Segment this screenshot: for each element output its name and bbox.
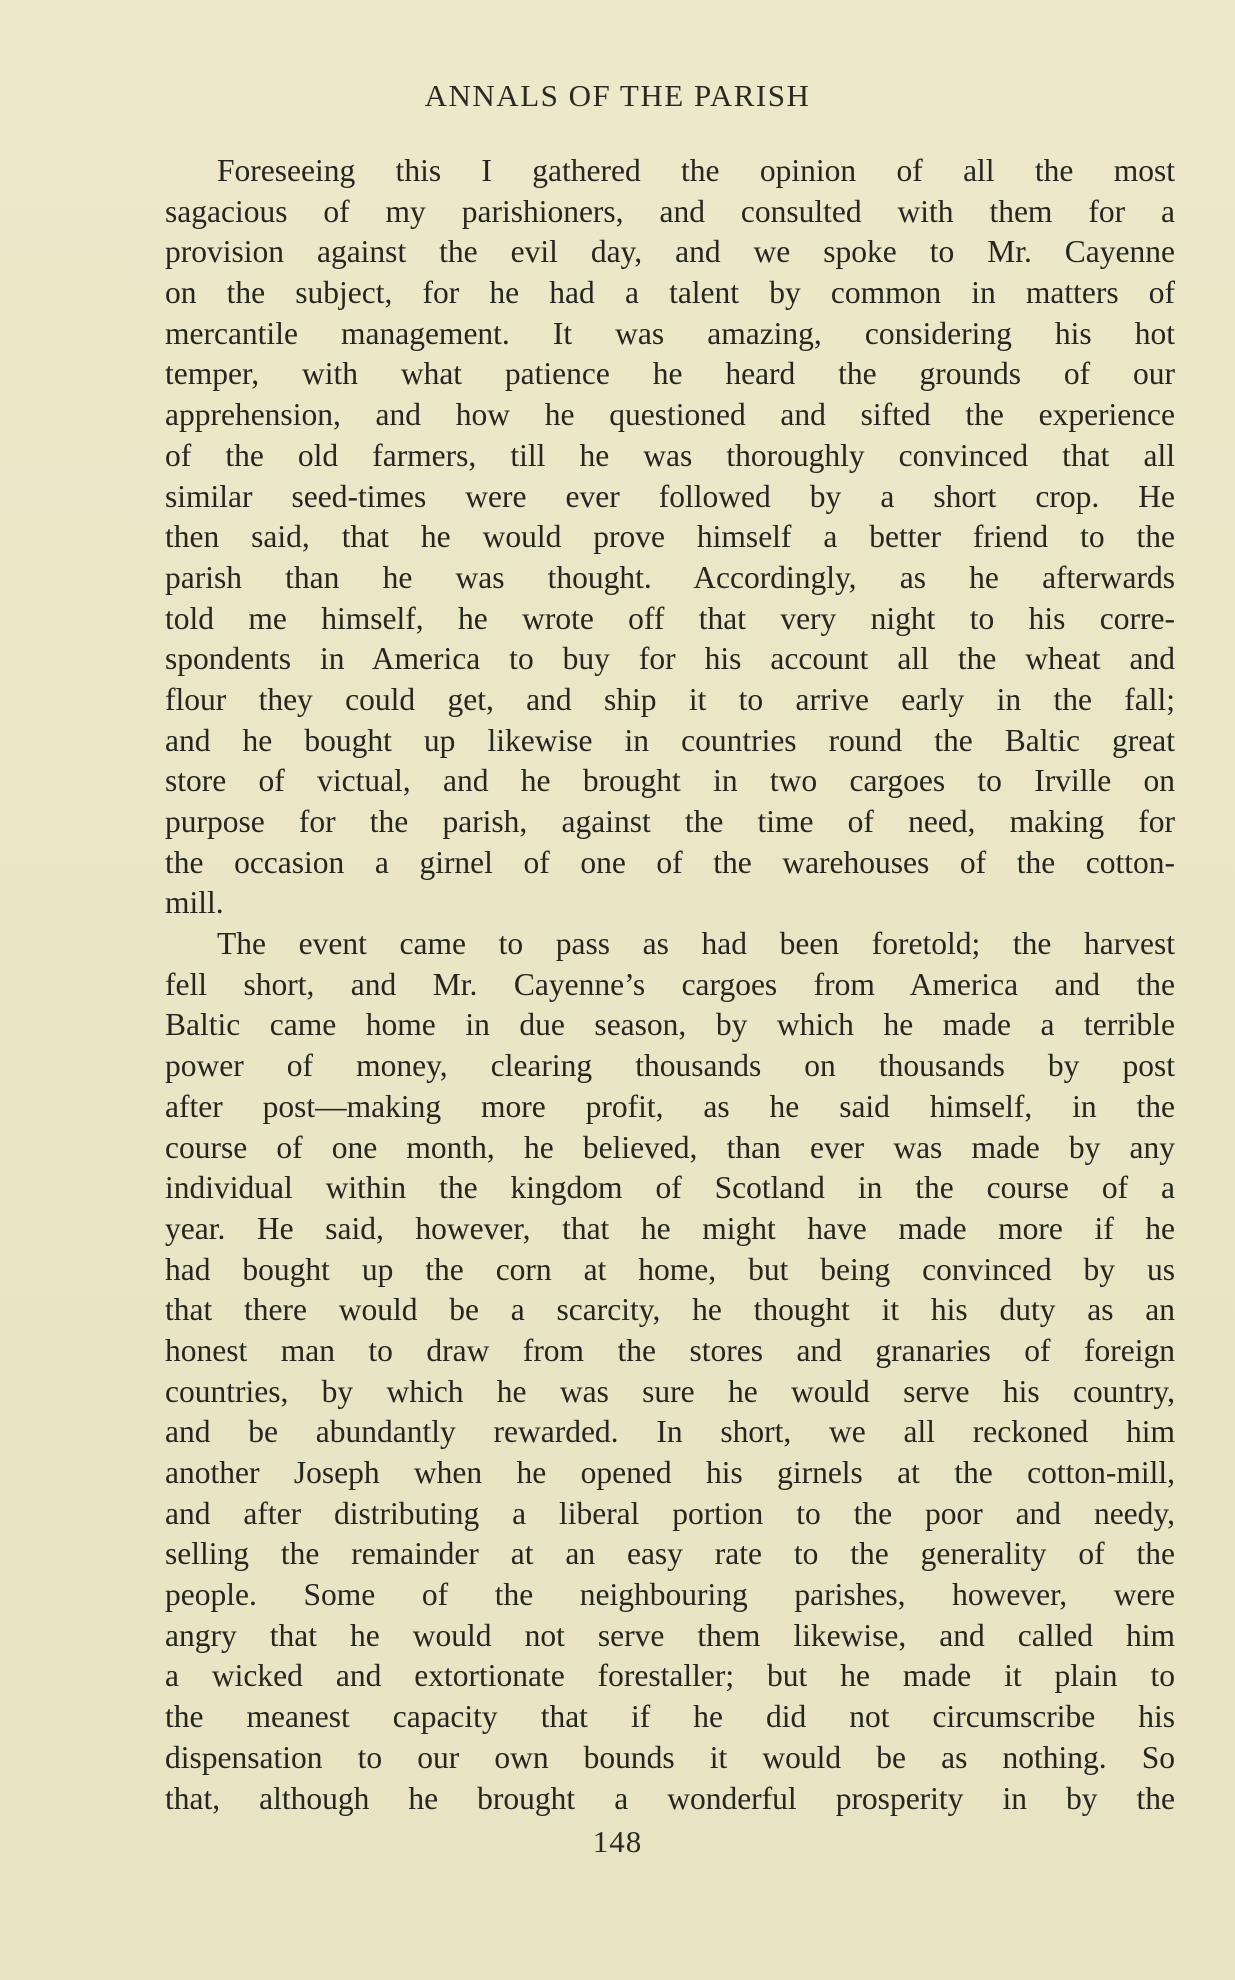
text-line: fell short, and Mr. Cayenne’s cargoes from America and the [165,966,1175,1002]
text-line: parish than he was thought. Accordingly, as he afterwards [165,559,1175,595]
text-line: dispensation to our own bounds it would be as nothing. So [165,1739,1175,1775]
text-line: provision against the evil day, and we spoke to Mr. Cayenne [165,234,1175,270]
text-line: flour they could get, and ship it to arrive early in the fall; [165,681,1175,717]
text-line: people. Some of the neighbouring parishes, however, were [165,1577,1175,1613]
text-line: and after distributing a liberal portion to the poor and needy, [165,1495,1175,1531]
text-line: another Joseph when he opened his girnels at the cotton-mill, [165,1455,1175,1490]
text-line: on the subject, for he had a talent by common in matters of [165,275,1175,311]
text-line: power of money, clearing thousands on thousands by post [165,1048,1175,1084]
text-line: countries, by which he was sure he would serve his country, [165,1373,1175,1409]
text-line: told me himself, he wrote off that very night to his corre- [165,600,1175,636]
text-line: sagacious of my parishioners, and consulted with them for a [165,193,1175,229]
text-line: a wicked and extortionate forestaller; but he made it plain to [165,1658,1175,1694]
text-line: the meanest capacity that if he did not circumscribe his [165,1699,1175,1735]
text-line: and be abundantly rewarded. In short, we all reckoned him [165,1414,1175,1450]
text-line: that there would be a scarcity, he thought it his duty as an [165,1292,1175,1328]
page-number: 148 [592,1824,643,1859]
text-line: spondents in America to buy for his account all the wheat and [165,641,1175,677]
text-line: year. He said, however, that he might have made more if he [165,1210,1175,1246]
text-line: that, although he brought a wonderful prosperity in by the [165,1780,1175,1816]
text-line: purpose for the parish, against the time of need, making for [165,804,1175,839]
text-line: The event came to pass as had been foretold; the harvest [217,926,1175,962]
text-line: Foreseeing this I gathered the opinion of all the most [217,153,1175,188]
text-line: apprehension, and how he questioned and sifted the experience [165,397,1175,433]
text-line: course of one month, he believed, than ever was made by any [165,1129,1175,1165]
text-line: of the old farmers, till he was thoroughly convinced that all [165,437,1175,473]
text-line: after post—making more profit, as he said himself, in the [165,1088,1175,1124]
running-head: ANNALS OF THE PARISH [424,78,811,113]
text-line: store of victual, and he brought in two cargoes to Irville on [165,763,1175,799]
text-line: selling the remainder at an easy rate to the generality of the [165,1536,1175,1572]
text-line: had bought up the corn at home, but being convinced by us [165,1251,1175,1287]
text-line: angry that he would not serve them likewise, and called him [165,1617,1175,1653]
text-line: mill. [165,885,224,921]
text-line: the occasion a girnel of one of the warehouses of the cotton- [165,844,1175,880]
text-line: temper, with what patience he heard the grounds of our [165,356,1175,392]
text-line: Baltic came home in due season, by which he made a terrible [165,1007,1175,1043]
body-text [165,151,1175,1819]
text-line: then said, that he would prove himself a better friend to the [165,519,1175,555]
text-line: and he bought up likewise in countries round the Baltic great [165,722,1175,758]
text-line: individual within the kingdom of Scotland in the course of a [165,1170,1175,1206]
text-line: honest man to draw from the stores and granaries of foreign [165,1332,1175,1368]
text-line: similar seed-times were ever followed by a short crop. He [165,478,1175,514]
text-line: mercantile management. It was amazing, considering his hot [165,315,1175,351]
